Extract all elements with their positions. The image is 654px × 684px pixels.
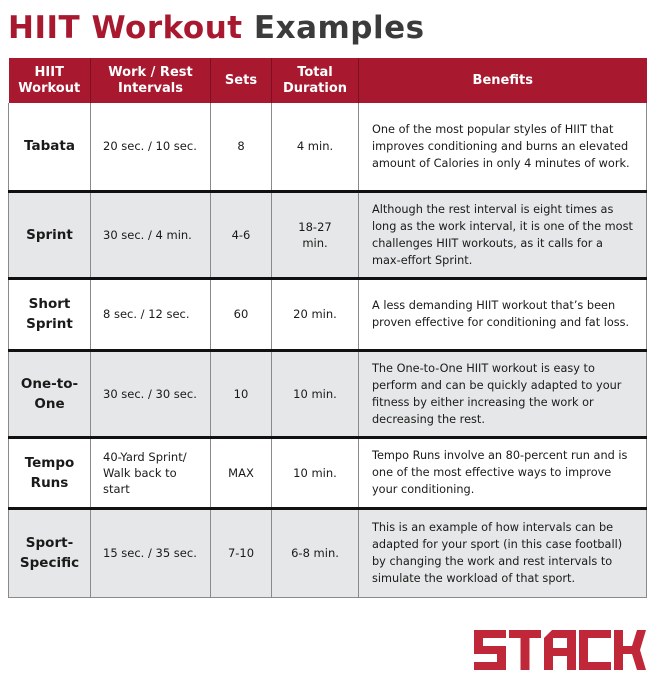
page-title [8, 8, 425, 48]
benefits: The One-to-One HIIT workout is easy to perform and can be quickly adapted to your fitness by either increasing the work or decreasing the rest. [359, 350, 647, 437]
header-workout: HIIT Workout [9, 58, 91, 103]
work-rest-intervals: 8 sec. / 12 sec. [91, 278, 211, 350]
sets: 8 [211, 103, 272, 191]
workout-name: One-to- One [9, 350, 91, 437]
total-duration: 10 min. [272, 350, 359, 437]
benefits: A less demanding HIIT workout that’s been proven effective for conditioning and fat loss. [359, 278, 647, 350]
sets: MAX [211, 437, 272, 508]
header-intervals: Work / Rest Intervals [91, 58, 211, 103]
total-duration: 20 min. [272, 278, 359, 350]
total-duration: 6-8 min. [272, 508, 359, 597]
title-part-1: HIIT Workout [8, 10, 243, 46]
workout-name: Sport- Specific [9, 508, 91, 597]
benefits: Tempo Runs involve an 80-percent run and is one of the most effective ways to improve your conditioning. [359, 437, 647, 508]
workout-name: Short Sprint [9, 278, 91, 350]
work-rest-intervals: 40-Yard Sprint/ Walk back to start [91, 437, 211, 508]
workout-name: Sprint [9, 191, 91, 278]
work-rest-intervals: 15 sec. / 35 sec. [91, 508, 211, 597]
table-header-row [9, 58, 647, 103]
table-row [9, 191, 647, 278]
table-row [9, 508, 647, 597]
total-duration: 10 min. [272, 437, 359, 508]
table-row [9, 350, 647, 437]
table-row [9, 278, 647, 350]
table-row [9, 103, 647, 191]
table-row [9, 437, 647, 508]
hiit-workout-table [8, 58, 647, 598]
total-duration: 18-27 min. [272, 191, 359, 278]
workout-name: Tempo Runs [9, 437, 91, 508]
sets: 10 [211, 350, 272, 437]
header-sets: Sets [211, 58, 272, 103]
work-rest-intervals: 30 sec. / 4 min. [91, 191, 211, 278]
benefits: One of the most popular styles of HIIT that improves conditioning and burns an elevated amount of Calories in only 4 minutes of work. [359, 103, 647, 191]
benefits: Although the rest interval is eight times as long as the work interval, it is one of the most challenges HIIT workouts, as it calls for a max-effort Sprint. [359, 191, 647, 278]
title-part-2: Examples [253, 10, 425, 46]
stack-logo [474, 630, 646, 670]
benefits: This is an example of how intervals can be adapted for your sport (in this case football) by changing the work and rest intervals to simulate the workload of that sport. [359, 508, 647, 597]
sets: 7-10 [211, 508, 272, 597]
workout-name: Tabata [9, 103, 91, 191]
work-rest-intervals: 30 sec. / 30 sec. [91, 350, 211, 437]
sets: 4-6 [211, 191, 272, 278]
total-duration: 4 min. [272, 103, 359, 191]
work-rest-intervals: 20 sec. / 10 sec. [91, 103, 211, 191]
header-benefits: Benefits [359, 58, 647, 103]
header-duration: Total Duration [272, 58, 359, 103]
sets: 60 [211, 278, 272, 350]
